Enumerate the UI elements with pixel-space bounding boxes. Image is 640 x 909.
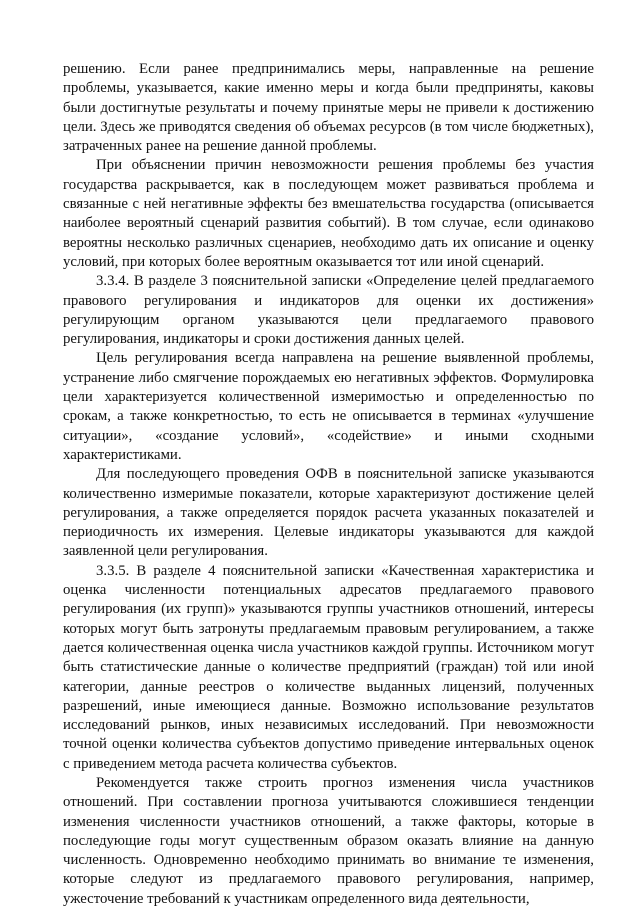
paragraph-7: Рекомендуется также строить прогноз изменения числа участников отношений. При составлении прогноза учитываются сложившиеся тенденции изменения численности участников отношений, а также факторы, которые в последующие годы могут существенным образом оказать влияние на данную численность. Одновременно необходимо принимать во внимание те изменения, которые следуют из предлагаемого правового регулирования, например, ужесточение требований к участникам определенного вида деятельности, <box>63 774 594 907</box>
paragraph-6-section-4: 3.3.5. В разделе 4 пояснительной записки «Качественная характеристика и оценка численности потенциальных адресатов предлагаемого правового регулирования (их групп)» указываются группы участников отношений, интересы которых могут быть затронуты предлагаемым правовым регулированием, а также дается количественная оценка числа участников каждой группы. Источником могут быть статистические данные о количестве предприятий (граждан) той или иной категории, данные реестров о количестве выданных лицензий, полученных разрешений, иные имеющиеся данные. Возможно использование результатов исследований рынков, иных независимых исследований. При невозможности точной оценки количества субъектов допустимо приведение интервальных оценок с приведением метода расчета количества субъектов. <box>63 562 594 772</box>
paragraph-5: Для последующего проведения ОФВ в пояснительной записке указываются количественно измеримые показатели, которые характеризуют достижение целей регулирования, а также определяется порядок расчета указанных показателей и периодичность их измерения. Целевые индикаторы указываются для каждой заявленной цели регулирования. <box>63 466 594 560</box>
paragraph-2: При объяснении причин невозможности решения проблемы без участия государства раскрывается, как в последующем может развиваться проблема и связанные с ней негативные эффекты без вмешательства государства (описывается наиболее вероятный сценарий развития событий). В том случае, если одинаково вероятны несколько различных сценариев, необходимо дать их описание и оценку условий, при которых более вероятным оказывается тот или иной сценарий. <box>63 157 594 270</box>
paragraph-3-section-3: 3.3.4. В разделе 3 пояснительной записки «Определение целей предлагаемого правового регулирования и индикаторов для оценки их достижения» регулирующим органом указываются цели предлагаемого правового регулирования, индикаторы и сроки достижения данных целей. <box>63 273 594 348</box>
paragraph-4: Цель регулирования всегда направлена на решение выявленной проблемы, устранение либо смягчение порождаемых ею негативных эффектов. Формулировка цели характеризуется количественной измеримостью и определенностью по срокам, а также конкретностью, то есть не описывается в терминах «улучшение ситуации», «создание условий», «содействие» и иными сходными характеристиками. <box>63 350 594 463</box>
paragraph-1: решению. Если ранее предпринимались меры, направленные на решение проблемы, указывается, какие именно меры и когда были предприняты, каковы были достигнутые результаты и почему принятые меры не привели к достижению цели. Здесь же приводятся сведения об объемах ресурсов (в том числе бюджетных), затраченных ранее на решение данной проблемы. <box>63 61 594 155</box>
